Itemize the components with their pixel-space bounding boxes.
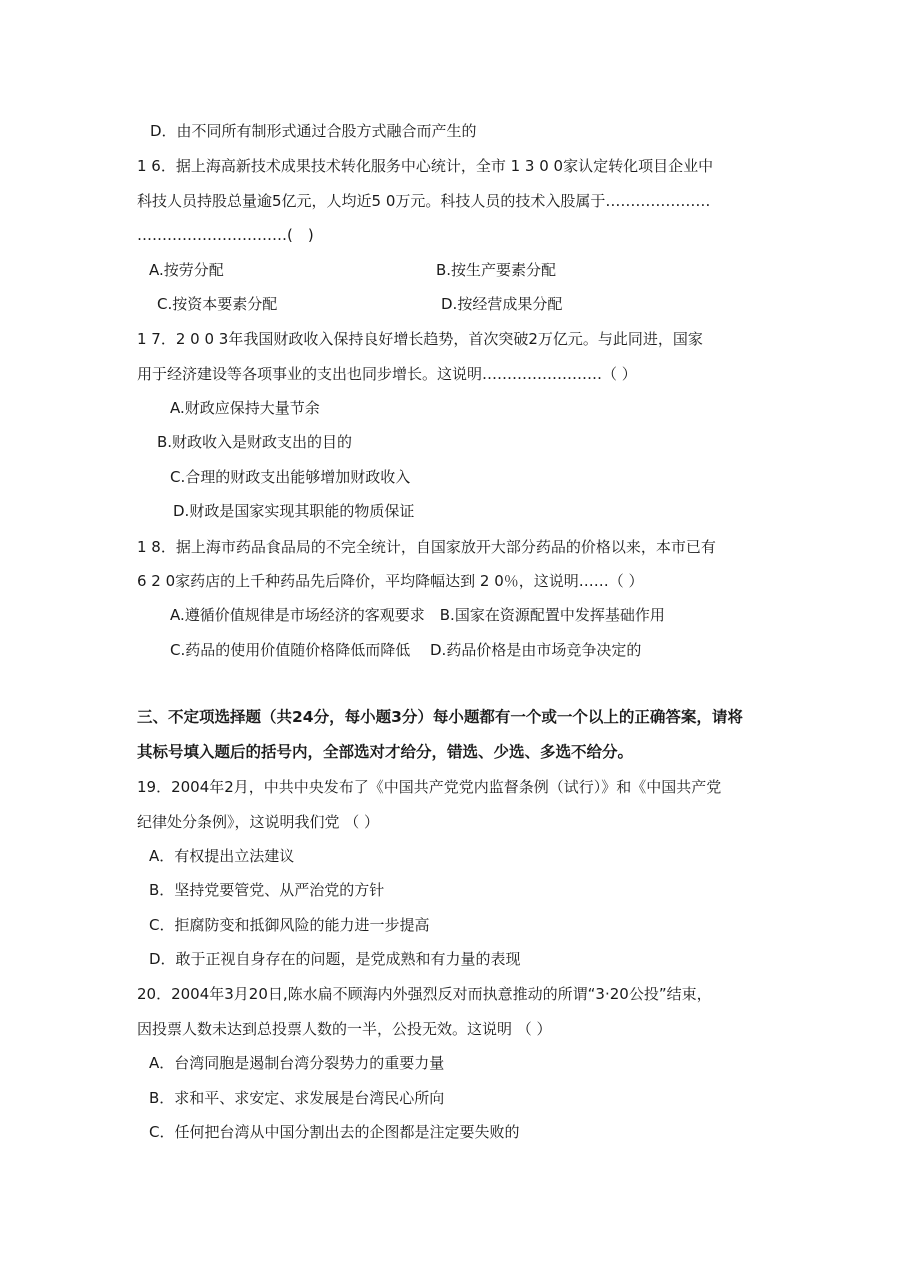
q16-stem-line-2: 科技人员持股总量逾5亿元，人均近5 0万元。科技人员的技术入股属于………………… xyxy=(137,192,711,210)
q17-stem-line-1: 1 7．2 0 0 3年我国财政收入保持良好增长趋势，首次突破2万亿元。与此同进，国家 xyxy=(137,330,703,348)
q17-option-d: D.财政是国家实现其职能的物质保证 xyxy=(173,502,415,520)
q19-option-d: D．敢于正视自身存在的问题，是党成熟和有力量的表现 xyxy=(149,950,521,968)
q18-options-c-d: C.药品的使用价值随价格降低而降低 D.药品价格是由市场竞争决定的 xyxy=(170,641,642,659)
q16-stem-line-1: 1 6．据上海高新技术成果技术转化服务中心统计，全市 1 3 0 0家认定转化项目企业中 xyxy=(137,157,714,175)
q16-option-b: B.按生产要素分配 xyxy=(436,261,557,279)
q17-option-c: C.合理的财政支出能够增加财政收入 xyxy=(170,468,411,486)
q18-options-a-b: A.遵循价值规律是市场经济的客观要求 B.国家在资源配置中发挥基础作用 xyxy=(170,606,665,624)
q18-stem-line-2: 6 2 0家药店的上千种药品先后降价，平均降幅达到 2 0％，这说明……（ ） xyxy=(137,572,644,590)
q17-option-b: B.财政收入是财政支出的目的 xyxy=(157,433,353,451)
q16-option-a: A.按劳分配 xyxy=(149,261,224,279)
q20-stem-line-1: 20．2004年3月20日,陈水扁不顾海内外强烈反对而执意推动的所谓“3·20公投”结束， xyxy=(137,985,712,1003)
section-3-heading-line-1: 三、不定项选择题（共24分，每小题3分）每小题都有一个或一个以上的正确答案，请将 xyxy=(137,708,743,726)
q17-stem-line-2: 用于经济建设等各项事业的支出也同步增长。这说明……………………（ ） xyxy=(137,365,637,383)
q18-stem-line-1: 1 8．据上海市药品食品局的不完全统计，自国家放开大部分药品的价格以来，本市已有 xyxy=(137,538,716,556)
q15-option-d: D．由不同所有制形式通过合股方式融合而产生的 xyxy=(150,122,477,140)
q16-stem-line-3: …………………………( ) xyxy=(137,226,314,244)
q19-stem-line-2: 纪律处分条例》，这说明我们党 （ ） xyxy=(137,813,380,831)
q17-option-a: A.财政应保持大量节余 xyxy=(170,399,320,417)
q19-stem-line-1: 19．2004年2月，中共中央发布了《中国共产党党内监督条例（试行）》和《中国共产党 xyxy=(137,778,722,796)
q19-option-c: C．拒腐防变和抵御风险的能力进一步提高 xyxy=(149,916,430,934)
q16-option-c: C.按资本要素分配 xyxy=(157,295,278,313)
q20-stem-line-2: 因投票人数未达到总投票人数的一半，公投无效。这说明 （ ） xyxy=(137,1020,552,1038)
section-3-heading-line-2: 其标号填入题后的括号内，全部选对才给分，错选、少选、多选不给分。 xyxy=(137,743,634,761)
q16-option-d: D.按经营成果分配 xyxy=(441,295,563,313)
q20-option-c: C．任何把台湾从中国分割出去的企图都是注定要失败的 xyxy=(149,1123,520,1141)
q20-option-a: A．台湾同胞是遏制台湾分裂势力的重要力量 xyxy=(149,1054,445,1072)
q19-option-a: A．有权提出立法建议 xyxy=(149,847,295,865)
q20-option-b: B．求和平、求安定、求发展是台湾民心所向 xyxy=(149,1089,445,1107)
q19-option-b: B．坚持党要管党、从严治党的方针 xyxy=(149,881,385,899)
